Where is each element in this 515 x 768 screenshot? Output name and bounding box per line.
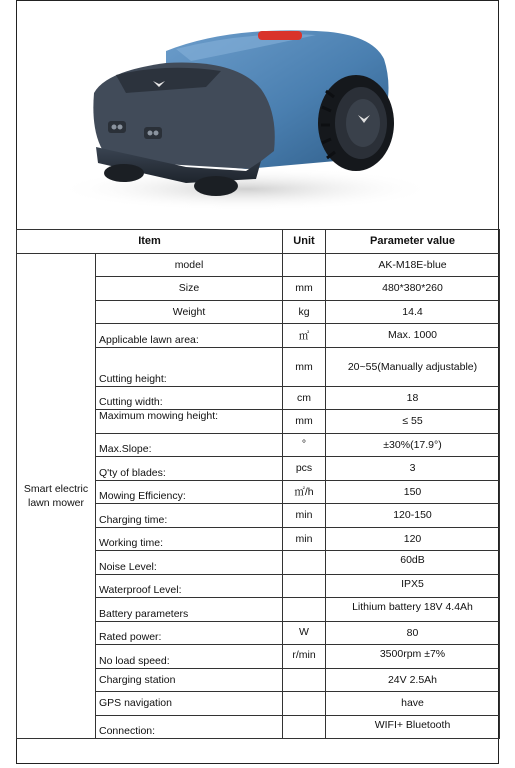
row-item: Working time: xyxy=(96,527,283,551)
row-value: 20~55(Manually adjustable) xyxy=(326,347,500,386)
row-unit: r/min xyxy=(283,645,326,669)
row-unit: kg xyxy=(283,300,326,324)
row-value: 18 xyxy=(326,386,500,410)
table-header-row xyxy=(17,230,500,254)
row-item: Cutting height: xyxy=(96,347,283,386)
row-unit xyxy=(283,598,326,622)
robotic-lawn-mower-image xyxy=(16,1,499,229)
table-row xyxy=(17,253,500,277)
spec-table xyxy=(16,229,500,739)
row-unit: min xyxy=(283,527,326,551)
row-unit: mm xyxy=(283,347,326,386)
row-unit xyxy=(283,551,326,575)
row-unit xyxy=(283,253,326,277)
header-unit: Unit xyxy=(283,230,326,254)
row-item: model xyxy=(96,253,283,277)
row-unit: ㎡/h xyxy=(283,480,326,504)
row-value: AK-M18E-blue xyxy=(326,253,500,277)
row-unit: mm xyxy=(283,277,326,301)
row-item: Weight xyxy=(96,300,283,324)
row-unit xyxy=(283,574,326,598)
row-unit: ㎡ xyxy=(283,324,326,348)
row-value: Max. 1000 xyxy=(326,324,500,348)
row-value: IPX5 xyxy=(326,574,500,598)
row-value: Lithium battery 18V 4.4Ah xyxy=(326,598,500,622)
header-value: Parameter value xyxy=(326,230,500,254)
row-value: 480*380*260 xyxy=(326,277,500,301)
row-value: 120 xyxy=(326,527,500,551)
product-photo xyxy=(16,1,499,229)
row-item: Size xyxy=(96,277,283,301)
row-value: 24V 2.5Ah xyxy=(326,668,500,692)
row-unit: mm xyxy=(283,410,326,434)
row-unit xyxy=(283,692,326,716)
row-item: Mowing Efficiency: xyxy=(96,480,283,504)
row-value: 120-150 xyxy=(326,504,500,528)
row-item: No load speed: xyxy=(96,645,283,669)
row-item: Max.Slope: xyxy=(96,433,283,457)
row-unit: min xyxy=(283,504,326,528)
row-value: 14.4 xyxy=(326,300,500,324)
row-value: ≤ 55 xyxy=(326,410,500,434)
row-value: WIFI+ Bluetooth xyxy=(326,715,500,739)
row-item: Battery parameters xyxy=(96,598,283,622)
row-item: Cutting width: xyxy=(96,386,283,410)
row-unit xyxy=(283,668,326,692)
row-unit: cm xyxy=(283,386,326,410)
row-item: Waterproof Level: xyxy=(96,574,283,598)
row-value: 3 xyxy=(326,457,500,481)
row-item: Applicable lawn area: xyxy=(96,324,283,348)
group-label: Smart electric lawn mower xyxy=(17,253,96,739)
row-value: 3500rpm ±7% xyxy=(326,645,500,669)
row-item: Q'ty of blades: xyxy=(96,457,283,481)
row-value: 80 xyxy=(326,621,500,645)
row-item: Noise Level: xyxy=(96,551,283,575)
row-item: Rated power: xyxy=(96,621,283,645)
row-unit: W xyxy=(283,621,326,645)
row-item: Connection: xyxy=(96,715,283,739)
row-value: ±30%(17.9°) xyxy=(326,433,500,457)
row-value: 150 xyxy=(326,480,500,504)
row-item: Maximum mowing height: xyxy=(96,410,283,434)
row-unit xyxy=(283,715,326,739)
header-item: Item xyxy=(17,230,283,254)
row-item: Charging station xyxy=(96,668,283,692)
row-value: have xyxy=(326,692,500,716)
row-value: 60dB xyxy=(326,551,500,575)
row-unit: pcs xyxy=(283,457,326,481)
row-item: Charging time: xyxy=(96,504,283,528)
row-item: GPS navigation xyxy=(96,692,283,716)
row-unit: ° xyxy=(283,433,326,457)
